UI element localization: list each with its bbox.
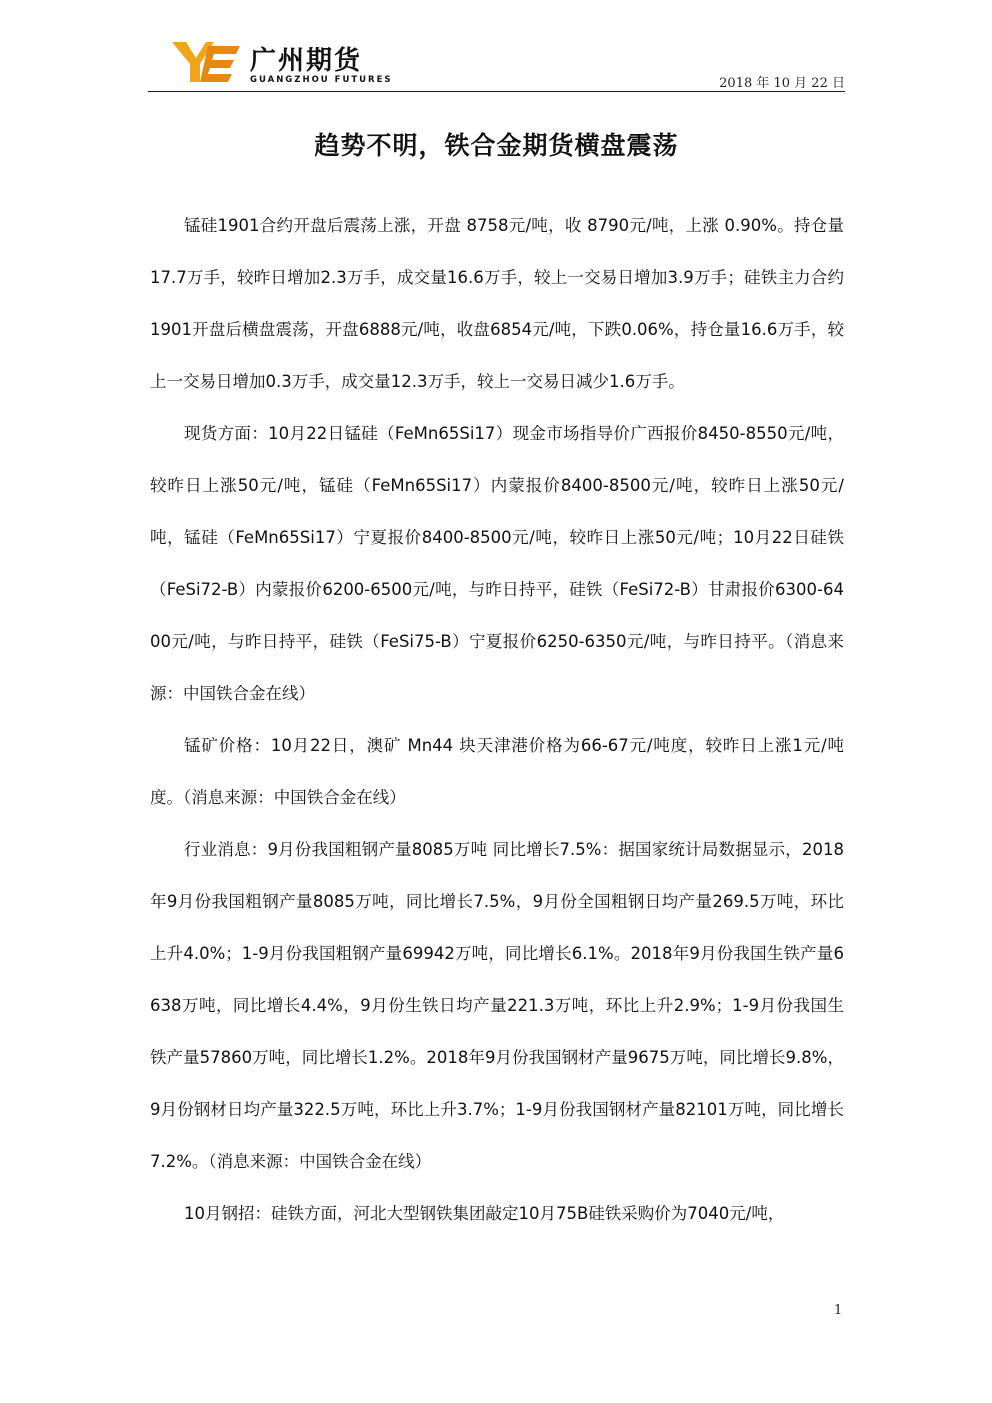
logo-chinese-name: 广州期货: [250, 46, 363, 76]
report-body: [150, 200, 844, 1240]
header-divider: [148, 91, 845, 92]
paragraph-market-summary: 锰硅1901合约开盘后震荡上涨，开盘 8758元/吨，收 8790元/吨，上涨 0.90%。持仓量17.7万手，较昨日增加2.3万手，成交量16.6万手，较上一交易日增加3.9万手；硅铁主力合约1901开盘后横盘震荡，开盘6888元/吨，收盘6854元/吨，下跌0.06%，持仓量16.6万手，较上一交易日增加0.3万手，成交量12.3万手，较上一交易日减少1.6万手。: [150, 216, 844, 391]
page-header: [148, 30, 845, 92]
report-title: 趋势不明，铁合金期货横盘震荡: [314, 131, 679, 160]
guangzhou-futures-logo-icon: [170, 40, 242, 84]
paragraph-steel-tender: 10月钢招：硅铁方面，河北大型钢铁集团敲定10月75B硅铁采购价为7040元/吨，: [184, 1204, 785, 1223]
logo-english-name: GUANGZHOU FUTURES: [250, 75, 393, 85]
paragraph-industry-news: 行业消息：9月份我国粗钢产量8085万吨 同比增长7.5%：据国家统计局数据显示，2018年9月份我国粗钢产量8085万吨，同比增长7.5%，9月份全国粗钢日均产量269.5万吨，环比上升4.0%；1-9月份我国粗钢产量69942万吨，同比增长6.1%。2018年9月份我国生铁产量6638万吨，同比增长4.4%，9月份生铁日均产量221.3万吨，环比上升2.9%；1-9月份我国生铁产量57860万吨，同比增长1.2%。2018年9月份我国钢材产量9675万吨，同比增长9.8%，9月份钢材日均产量322.5万吨，环比上升3.7%；1-9月份我国钢材产量82101万吨，同比增长7.2%。（消息来源：中国铁合金在线）: [150, 840, 844, 1171]
paragraph-manganese-ore: 锰矿价格：10月22日，澳矿 Mn44 块天津港价格为66-67元/吨度，较昨日上涨1元/吨度。（消息来源：中国铁合金在线）: [150, 736, 844, 807]
company-logo: [170, 38, 400, 88]
paragraph-spot-prices: 现货方面：10月22日锰硅（FeMn65Si17）现金市场指导价广西报价8450-8550元/吨，较昨日上涨50元/吨，锰硅（FeMn65Si17）内蒙报价8400-8500元/吨，较昨日上涨50元/吨，锰硅（FeMn65Si17）宁夏报价8400-8500元/吨，较昨日上涨50元/吨；10月22日硅铁（FeSi72-B）内蒙报价6200-6500元/吨，与昨日持平，硅铁（FeSi72-B）甘肃报价6300-6400元/吨，与昨日持平，硅铁（FeSi75-B）宁夏报价6250-6350元/吨，与昨日持平。（消息来源：中国铁合金在线）: [150, 424, 844, 703]
report-date: 2018 年 10 月 22 日: [719, 76, 845, 91]
page-number: 1: [834, 1303, 843, 1318]
